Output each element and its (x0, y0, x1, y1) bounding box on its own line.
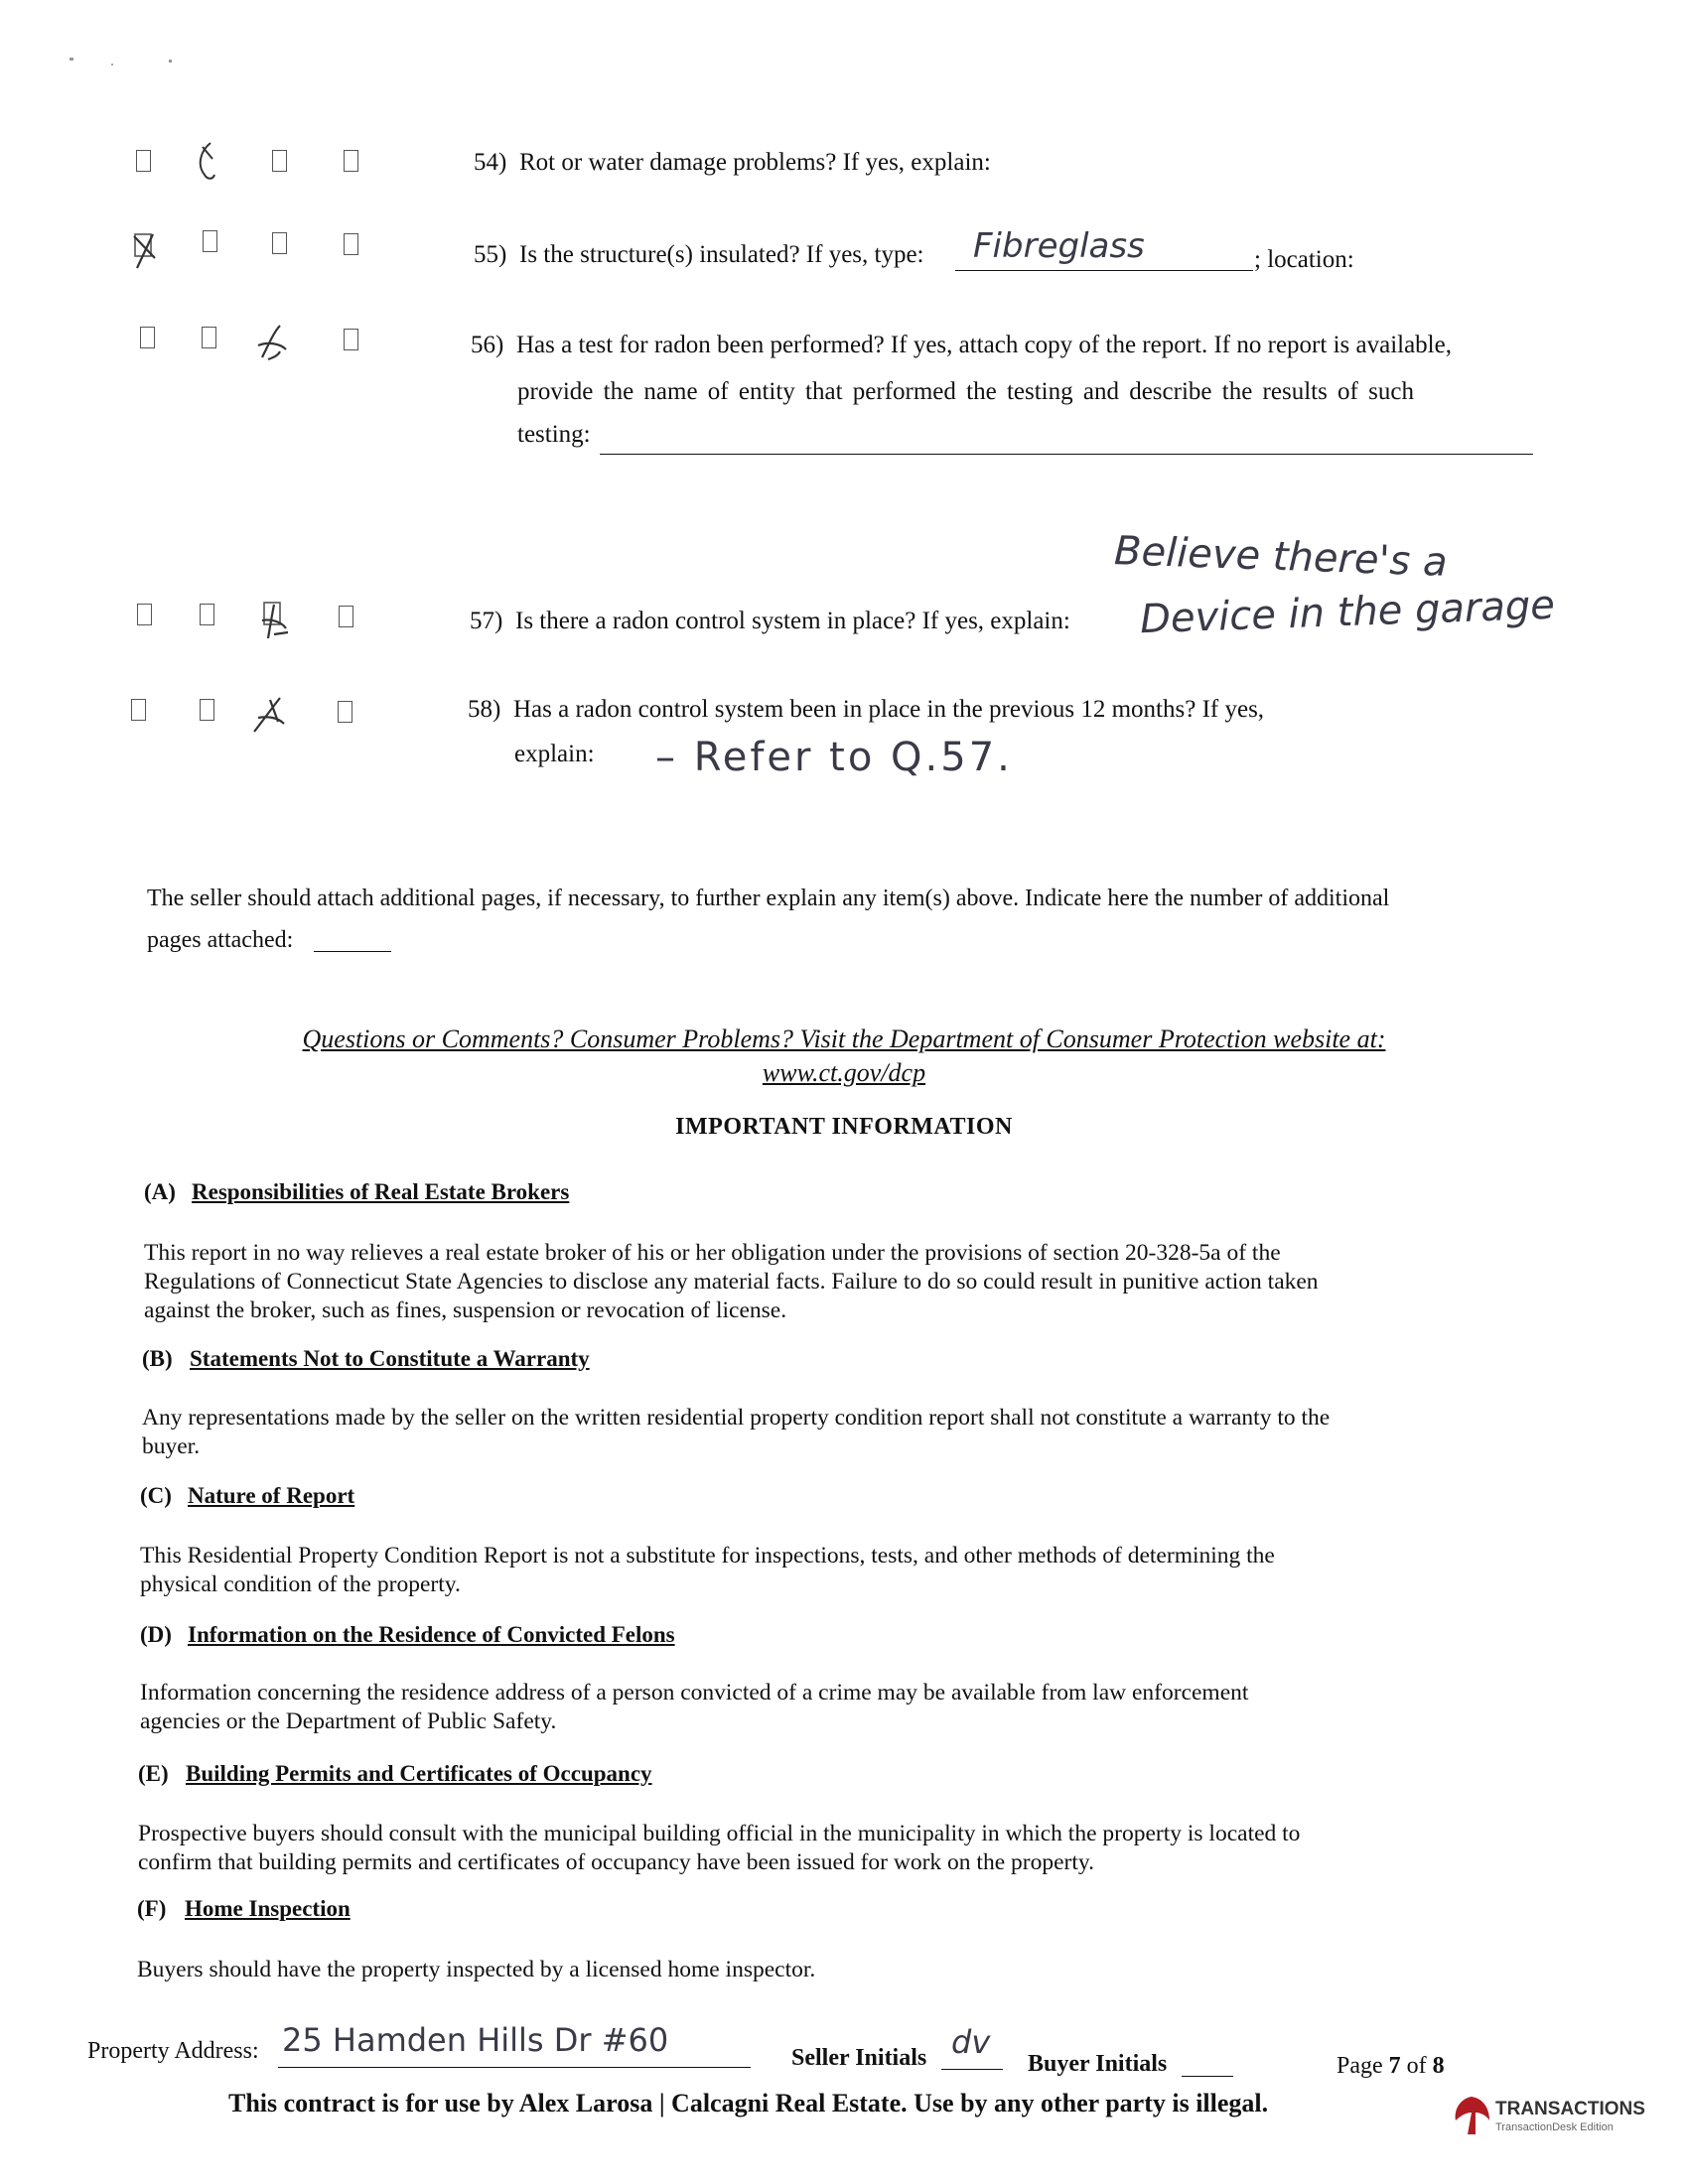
question-56-line-2: provide the name of entity that performed the testing and describe the results of such (517, 378, 1414, 405)
q55-check-mark-yes[interactable] (131, 228, 171, 274)
q57-checkbox-no[interactable] (200, 604, 214, 625)
q55-insulation-type[interactable]: Fibreglass (973, 226, 1145, 266)
q58-answer[interactable]: – Refer to Q.57. (655, 735, 1013, 780)
page-indicator: Page 7 of 8 (1336, 2053, 1445, 2079)
q57-check-mark-unknown[interactable] (260, 599, 300, 644)
section-a-text: This report in no way relieves a real estate broker of his or her obligation under the provisions of section 20-328-5a of the Regulations of Connecticut State Agencies to disclose any material facts. Failure to do so could result in punitive action taken against the broker, such as fines, suspension or revocation of license. (144, 1240, 1319, 1323)
additional-pages-line-1: The seller should attach additional pages, if necessary, to further explain any item(s) above. Indicate here the number of additional (147, 886, 1390, 911)
property-address-line (278, 2067, 751, 2068)
q56-checkbox-no[interactable] (202, 327, 216, 348)
section-d-text: Information concerning the residence address of a person convicted of a crime may be available from law enforcement agencies or the Department of Public Safety. (140, 1680, 1249, 1734)
buyer-initials-line[interactable] (1182, 2076, 1233, 2077)
section-e-heading: (E) Building Permits and Certificates of Occupancy (138, 1761, 652, 1786)
transactions-logo-icon (1452, 2095, 1491, 2136)
question-58: 58) Has a radon control system been in place in the previous 12 months? If yes, (468, 696, 1265, 723)
q54-checkbox-na[interactable] (344, 150, 358, 172)
q57-answer-line-1[interactable]: Believe there's a (1113, 528, 1449, 586)
q57-answer-line-2[interactable]: Device in the garage (1139, 582, 1556, 643)
buyer-initials-label: Buyer Initials (1028, 2051, 1168, 2077)
question-55: 55) Is the structure(s) insulated? If yes, type: (474, 241, 924, 268)
q57-checkbox-na[interactable] (339, 606, 353, 627)
seller-initials-line (941, 2069, 1003, 2070)
scan-speck (111, 64, 113, 66)
q55-location-label: ; location: (1254, 246, 1354, 273)
section-b-text: Any representations made by the seller on the written residential property condition report shall not constitute a warranty to the buyer. (142, 1405, 1331, 1459)
q54-checkbox-unknown[interactable] (272, 150, 287, 172)
seller-initials-value[interactable]: dv (951, 2023, 991, 2061)
dcp-notice-line-1: Questions or Comments? Consumer Problems? Visit the Department of Consumer Protection website at: (302, 1024, 1386, 1053)
section-a-heading: (A) Responsibilities of Real Estate Brokers (144, 1179, 570, 1204)
additional-pages-line-2: pages attached: (147, 927, 294, 953)
section-c-text: This Residential Property Condition Report is not a substitute for inspections, tests, and other methods of determining the physical condition of the property. (140, 1543, 1275, 1597)
additional-pages-count-line[interactable] (314, 951, 391, 952)
dcp-website-link[interactable]: www.ct.gov/dcp (762, 1058, 926, 1087)
transactions-logo-subtitle: TransactionDesk Edition (1495, 2121, 1614, 2133)
question-56-line-3: testing: (517, 421, 591, 448)
scan-speck (70, 58, 73, 61)
q54-checkbox-yes[interactable] (136, 150, 151, 172)
q57-checkbox-yes[interactable] (137, 604, 152, 625)
question-56: 56) Has a test for radon been performed? If yes, attach copy of the report. If no report is available, (471, 332, 1452, 358)
question-57: 57) Is there a radon control system in place? If yes, explain: (470, 608, 1070, 634)
property-address-label: Property Address: (87, 2038, 259, 2064)
property-address-value[interactable]: 25 Hamden Hills Dr #60 (282, 2021, 669, 2059)
q56-checkbox-na[interactable] (344, 329, 358, 350)
q58-checkbox-yes[interactable] (131, 699, 146, 721)
q56-checkbox-yes[interactable] (140, 327, 155, 348)
q55-checkbox-na[interactable] (344, 233, 358, 255)
q56-check-mark-unknown[interactable] (254, 320, 294, 365)
q55-checkbox-unknown[interactable] (272, 232, 287, 254)
transactions-logo-title: TRANSACTIONS (1495, 2099, 1645, 2119)
q56-testing-line[interactable] (600, 454, 1533, 455)
section-f-heading: (F) Home Inspection (137, 1896, 351, 1921)
question-58-line-2: explain: (514, 741, 595, 767)
section-c-heading: (C) Nature of Report (140, 1483, 355, 1508)
q58-check-mark-unknown[interactable] (250, 692, 290, 738)
transactions-logo (1452, 2095, 1650, 2138)
section-f-text: Buyers should have the property inspected by a licensed home inspector. (137, 1957, 816, 1982)
important-information-title: IMPORTANT INFORMATION (675, 1114, 1013, 1140)
q58-checkbox-na[interactable] (338, 701, 352, 723)
section-e-text: Prospective buyers should consult with the municipal building official in the municipality in which the property is located to confirm that building permits and certificates of occupancy have been issued for work on the property. (138, 1821, 1301, 1875)
q55-checkbox-no[interactable] (203, 230, 217, 252)
contract-notice: This contract is for use by Alex Larosa | Calcagni Real Estate. Use by any other party is illegal. (228, 2089, 1269, 2117)
scan-speck (169, 60, 172, 63)
question-54: 54) Rot or water damage problems? If yes, explain: (474, 149, 991, 176)
section-b-heading: (B) Statements Not to Constitute a Warranty (142, 1346, 590, 1371)
q54-check-mark-no[interactable] (191, 139, 230, 185)
seller-initials-label: Seller Initials (791, 2045, 927, 2071)
section-d-heading: (D) Information on the Residence of Convicted Felons (140, 1622, 675, 1647)
q58-checkbox-no[interactable] (200, 699, 214, 721)
q55-type-line (955, 270, 1253, 271)
